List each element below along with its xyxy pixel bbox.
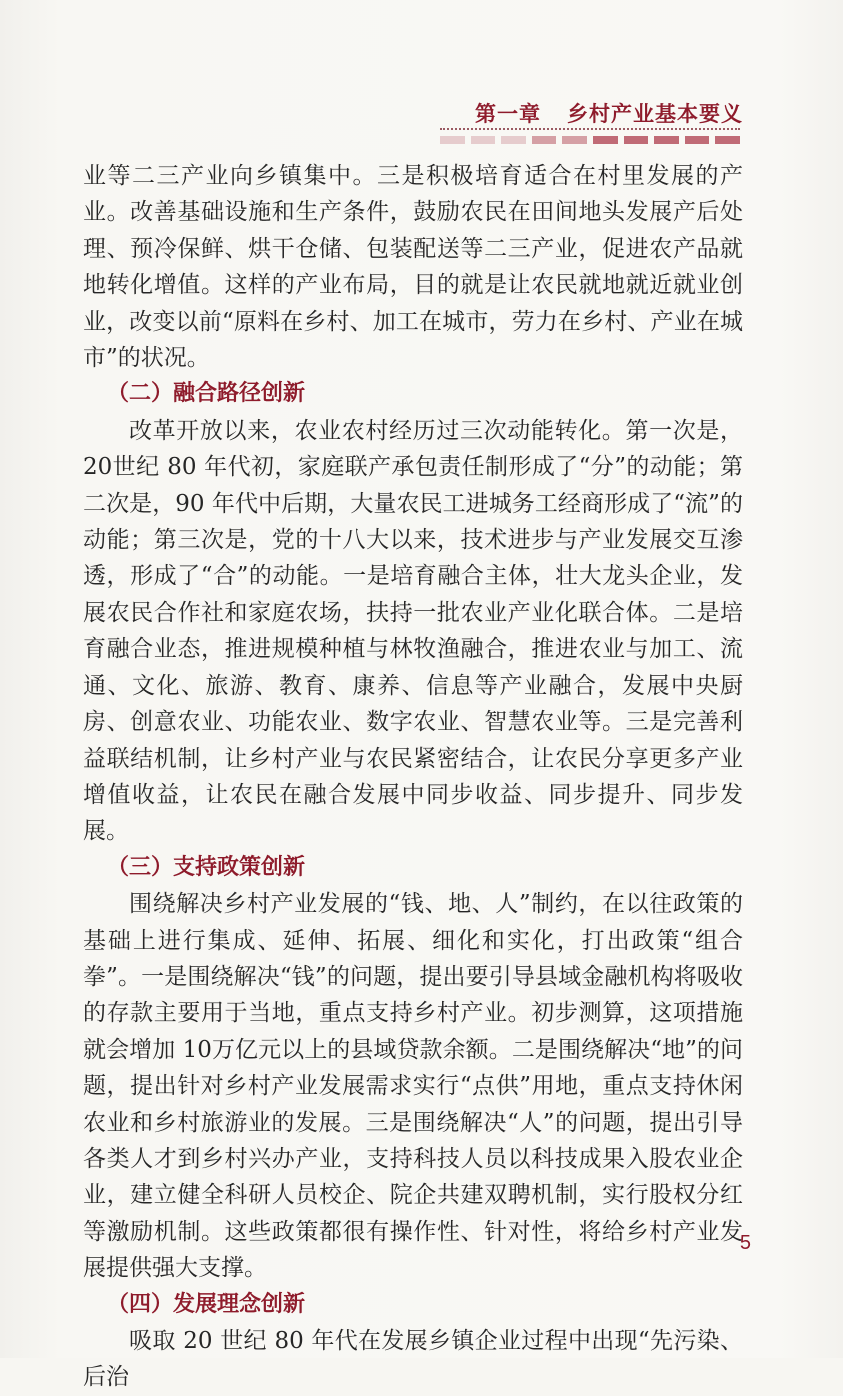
paragraph-integration-path: 改革开放以来，农业农村经历过三次动能转化。第一次是，20世纪 80 年代初，家庭联产承包责任制形成了“分”的动能；第二次是，90 年代中后期，大量农民工进城务工经商形成了“流”的动能；第三次是，党的十八大以来，技术进步与产业发展交互渗透，形成了“合”的动能。一是培育融合主体，壮大龙头企业，发展农民合作社和家庭农场，扶持一批农业产业化联合体。二是培育融合业态，推进规模种植与林牧渔融合，推进农业与加工、流通、文化、旅游、教育、康养、信息等产业融合，发展中央厨房、创意农业、功能农业、数字农业、智慧农业等。三是完善利益联结机制，让乡村产业与农民紧密结合，让农民分享更多产业增值收益，让农民在融合发展中同步收益、同步提升、同步发展。 [83,417,743,845]
paragraph-support-policy: 围绕解决乡村产业发展的“钱、地、人”制约，在以往政策的基础上进行集成、延伸、拓展、细化和实化，打出政策“组合拳”。一是围绕解决“钱”的问题，提出要引导县域金融机构将吸收的存款主要用于当地，重点支持乡村产业。初步测算，这项措施就会增加 10万亿元以上的县域贷款余额。二是围绕解决“地”的问题，提出针对乡村产业发展需求实行“点供”用地，重点支持休闲农业和乡村旅游业的发展。三是围绕解决“人”的问题，提出引导各类人才到乡村兴办产业，支持科技人员以科技成果入股农业企业，建立健全科研人员校企、院企共建双聘机制，实行股权分红等激励机制。这些政策都很有操作性、针对性，将给乡村产业发展提供强大支撑。 [83,891,743,1282]
section-heading-development-concept: （四）发展理念创新 [107,1291,306,1317]
paragraph-development-concept: 吸取 20 世纪 80 年代在发展乡镇企业过程中出现“先污染、后治 [83,1328,743,1391]
paragraph-continuation: 业等二三产业向乡镇集中。三是积极培育适合在村里发展的产业。改善基础设施和生产条件，鼓励农民在田间地头发展产后处理、预冷保鲜、烘干仓储、包装配送等二三产业，促进农产品就地转化增值。这样的产业布局，目的就是让农民就地就近就业创业，改变以前“原料在乡村、加工在城市，劳力在乡村、产业在城市”的状况。 [83,163,743,372]
section-heading-integration-path: （二）融合路径创新 [107,381,306,407]
page-number: 5 [739,1232,751,1254]
body-text [83,158,743,1396]
header-decorative-bar [440,136,740,144]
section-heading-support-policy: （三）支持政策创新 [107,854,306,880]
header-dotted-rule [440,128,740,130]
chapter-title: 乡村产业基本要义 [567,102,743,126]
chapter-number: 第一章 [475,102,541,126]
running-head [475,98,743,128]
